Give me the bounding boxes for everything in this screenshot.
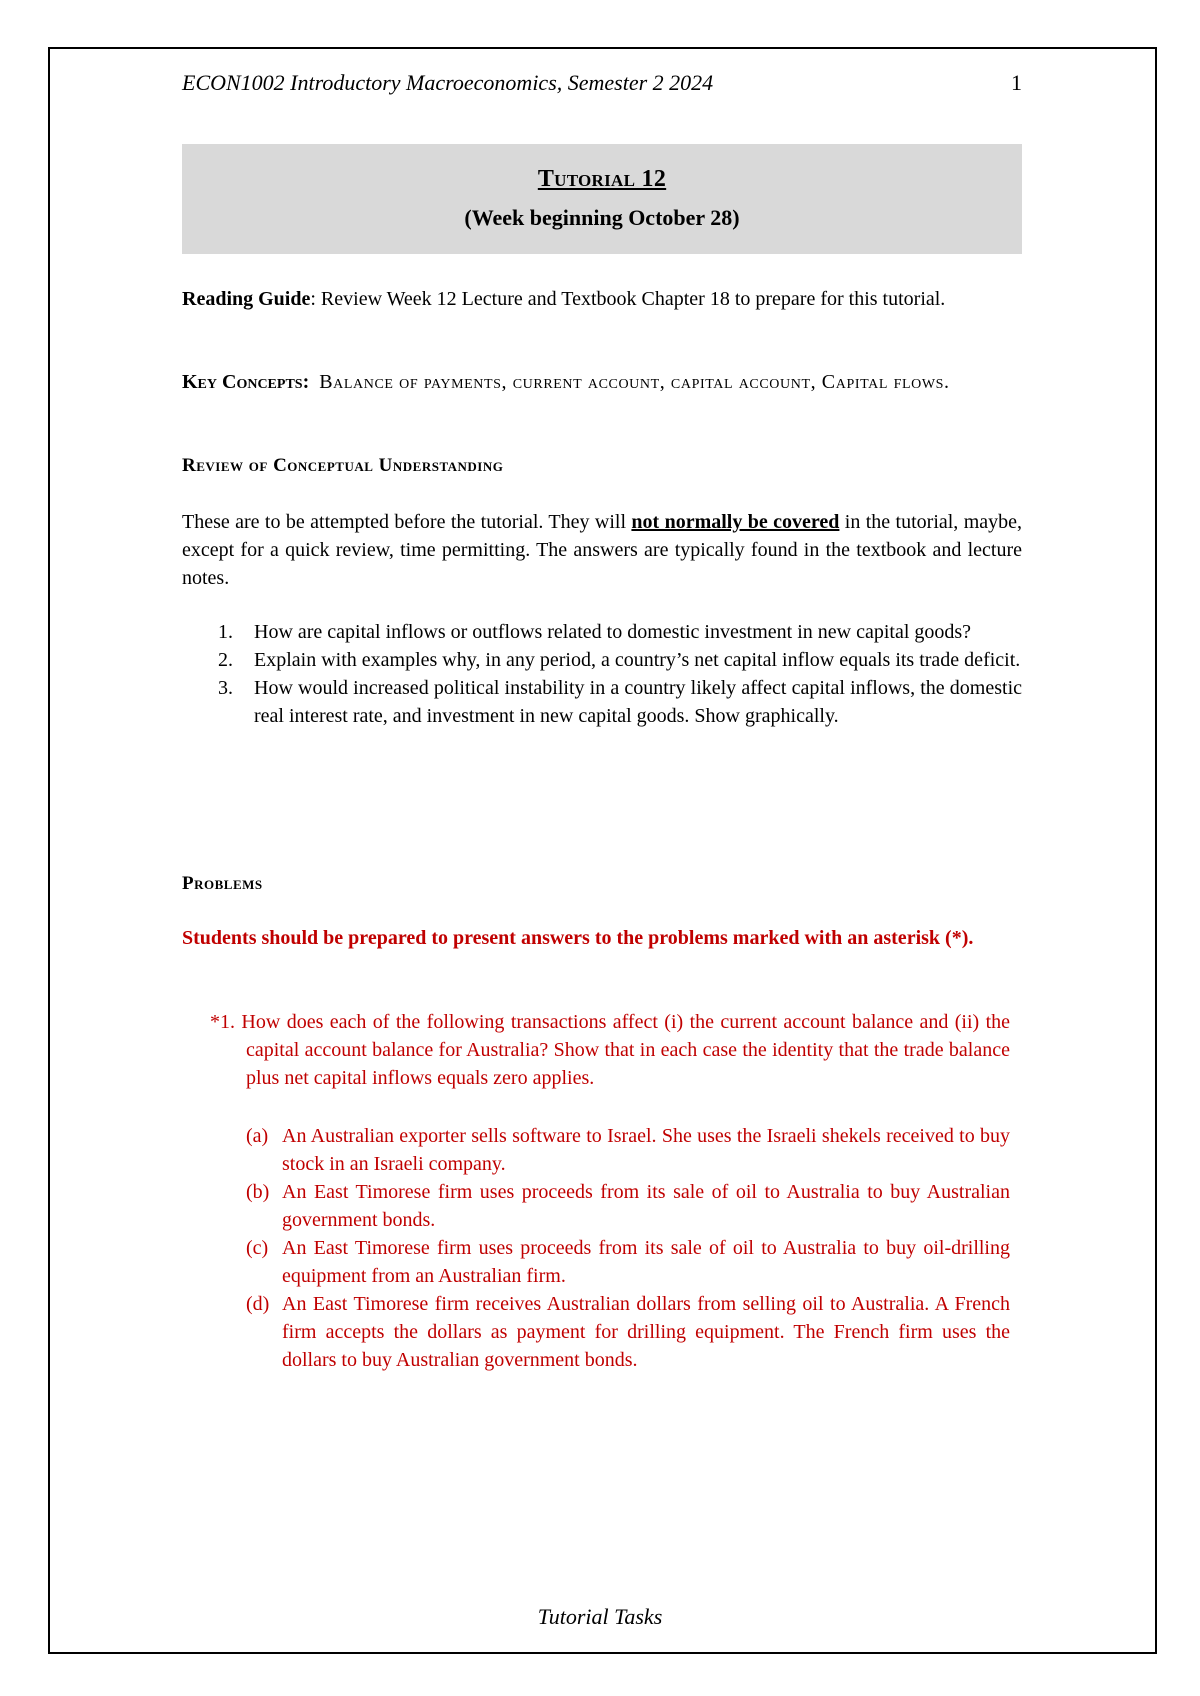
list-item: (c) An East Timorese firm uses proceeds from its sale of oil to Australia to buy oil-drilling equipment from an Australian firm. <box>246 1237 1010 1287</box>
page-number: 1 <box>1011 70 1022 95</box>
review-questions <box>182 618 1022 730</box>
list-item: (b) An East Timorese firm uses proceeds from its sale of oil to Australia to buy Australian government bonds. <box>246 1181 1010 1231</box>
reading-guide-label: Reading Guide <box>182 288 311 310</box>
review-intro-before: These are to be attempted before the tutorial. They will <box>182 511 632 533</box>
problem-1-parts <box>182 1122 1010 1374</box>
key-concepts-label: Key Concepts: <box>182 371 310 393</box>
title-box <box>182 144 1022 254</box>
page-header <box>182 70 1022 96</box>
list-item: (d) An East Timorese firm receives Australian dollars from selling oil to Australia. A French firm accepts the dollars as payment for drilling equipment. The French firm uses the dollars to buy Australian government bonds. <box>246 1293 1010 1371</box>
problems-heading: Problems <box>182 873 263 894</box>
problem-1-number: *1. <box>210 1011 235 1033</box>
page-footer: Tutorial Tasks <box>537 1604 663 1629</box>
course-title: ECON1002 Introductory Macroeconomics, Semester 2 2024 <box>182 70 714 95</box>
list-item: (a) An Australian exporter sells software to Israel. She uses the Israeli shekels received to buy stock in an Israeli company. <box>246 1125 1010 1175</box>
tutorial-title: Tutorial 12 <box>537 166 667 192</box>
problem-1-text: How does each of the following transactions affect (i) the current account balance and (ii) the capital account balance for Australia? Show that in each case the identity that the trade balance plus net capital inflows equals zero applies. <box>241 1011 1011 1089</box>
reading-guide <box>182 285 1022 313</box>
reading-guide-text: : Review Week 12 Lecture and Textbook Chapter 18 to prepare for this tutorial. <box>310 288 946 310</box>
list-item: 2. Explain with examples why, in any period, a country’s net capital inflow equals its trade deficit. <box>218 649 1021 671</box>
list-item: 3. How would increased political instability in a country likely affect capital inflows, the domestic real interest rate, and investment in new capital goods. Show graphically. <box>218 677 1022 727</box>
list-item: 1. How are capital inflows or outflows related to domestic investment in new capital goods? <box>218 621 972 643</box>
review-heading: Review of Conceptual Understanding <box>182 455 504 476</box>
review-intro-after: in the tutorial, maybe, except for a quick review, time permitting. The answers are typically found in the textbook and lecture notes. <box>182 511 1023 589</box>
key-concepts-text: Balance of payments, current account, capital account, Capital flows. <box>319 371 950 393</box>
key-concepts <box>182 368 1022 396</box>
review-intro <box>182 508 1022 592</box>
problems-notice: Students should be prepared to present answers to the problems marked with an asterisk (*). <box>182 927 974 949</box>
review-intro-emphasis: not normally be covered <box>631 511 840 533</box>
problem-1 <box>210 1008 1010 1092</box>
tutorial-subtitle: (Week beginning October 28) <box>464 205 740 230</box>
